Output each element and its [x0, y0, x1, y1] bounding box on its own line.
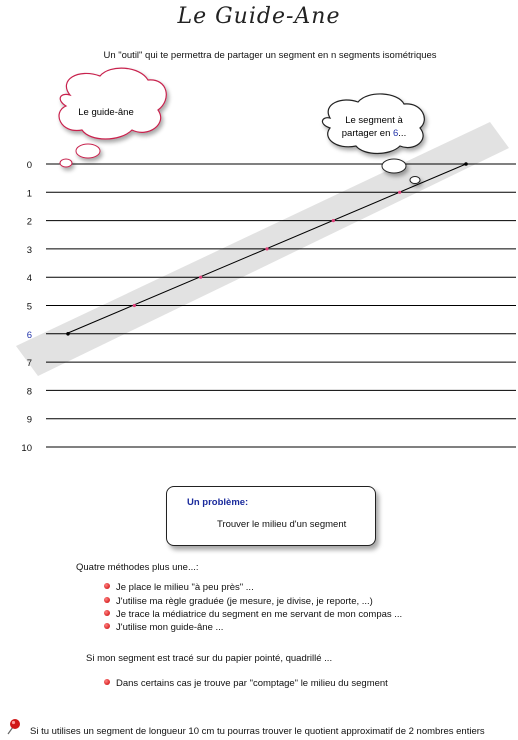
ruled-lines — [46, 164, 516, 447]
dotted-paper-intro: Si mon segment est tracé sur du papier pointé, quadrillé ... — [86, 653, 333, 664]
line-label: 7 — [26, 358, 32, 370]
bullet-icon — [104, 583, 110, 589]
page-title: Le Guide-Ane — [177, 4, 341, 29]
line-label: 10 — [21, 443, 32, 454]
division-point — [133, 304, 136, 307]
method-item-text: Je trace la médiatrice du segment en me servant de mon compas ... — [116, 609, 403, 620]
bubble-segment-prefix: partager en — [341, 128, 391, 139]
division-point — [332, 219, 335, 222]
dotted-paper-item-text: Dans certains cas je trouve par "comptage" le milieu du segment — [116, 678, 388, 689]
line-label: 3 — [26, 244, 32, 256]
bullet-icon — [104, 679, 110, 685]
division-point — [199, 276, 202, 279]
dotted-paper-item — [104, 678, 388, 689]
method-item — [104, 582, 254, 593]
bubble-segment-line2 — [342, 128, 406, 139]
bullet-icon — [104, 610, 110, 616]
division-point — [265, 247, 268, 250]
method-item — [104, 596, 373, 607]
problem-box — [166, 486, 376, 546]
bubble-segment-suffix: ... — [398, 128, 407, 139]
method-item-text: Je place le milieu "à peu près" ... — [116, 582, 254, 593]
method-item-text: J'utilise ma règle graduée (je mesure, je divise, je reporte, ...) — [116, 596, 373, 607]
segment-endpoint — [66, 332, 70, 336]
method-item — [104, 622, 223, 633]
method-item — [104, 609, 402, 620]
page-subtitle: Un "outil" qui te permettra de partager un segment en n segments isométriques — [103, 50, 437, 61]
line-labels — [21, 160, 32, 454]
method-item-text: J'utilise mon guide-âne ... — [116, 622, 224, 633]
methods-intro: Quatre méthodes plus une...: — [76, 562, 199, 573]
line-label: 8 — [26, 386, 32, 398]
problem-text: Trouver le milieu d'un segment — [217, 519, 347, 530]
bubble-guide-label: Le guide-âne — [78, 107, 134, 118]
line-label: 9 — [26, 414, 32, 426]
bullet-icon — [104, 597, 110, 603]
bullet-icon — [104, 623, 110, 629]
line-label: 5 — [26, 301, 32, 313]
line-label: 4 — [26, 273, 32, 285]
line-label: 0 — [26, 160, 32, 171]
bubble-segment-n: 6 — [393, 128, 399, 139]
problem-title: Un problème: — [187, 497, 249, 508]
pushpin-icon — [4, 716, 24, 736]
line-label: 2 — [26, 216, 32, 228]
footer-note: Si tu utilises un segment de longueur 10 cm tu pourras trouver le quotient approximatif de 2 nombres entiers — [30, 726, 485, 737]
division-point — [398, 191, 401, 194]
bubble-segment-line1: Le segment à — [345, 115, 403, 126]
line-label: 1 — [26, 188, 32, 200]
segment-endpoint — [464, 162, 468, 166]
line-label: 6 — [26, 329, 32, 341]
